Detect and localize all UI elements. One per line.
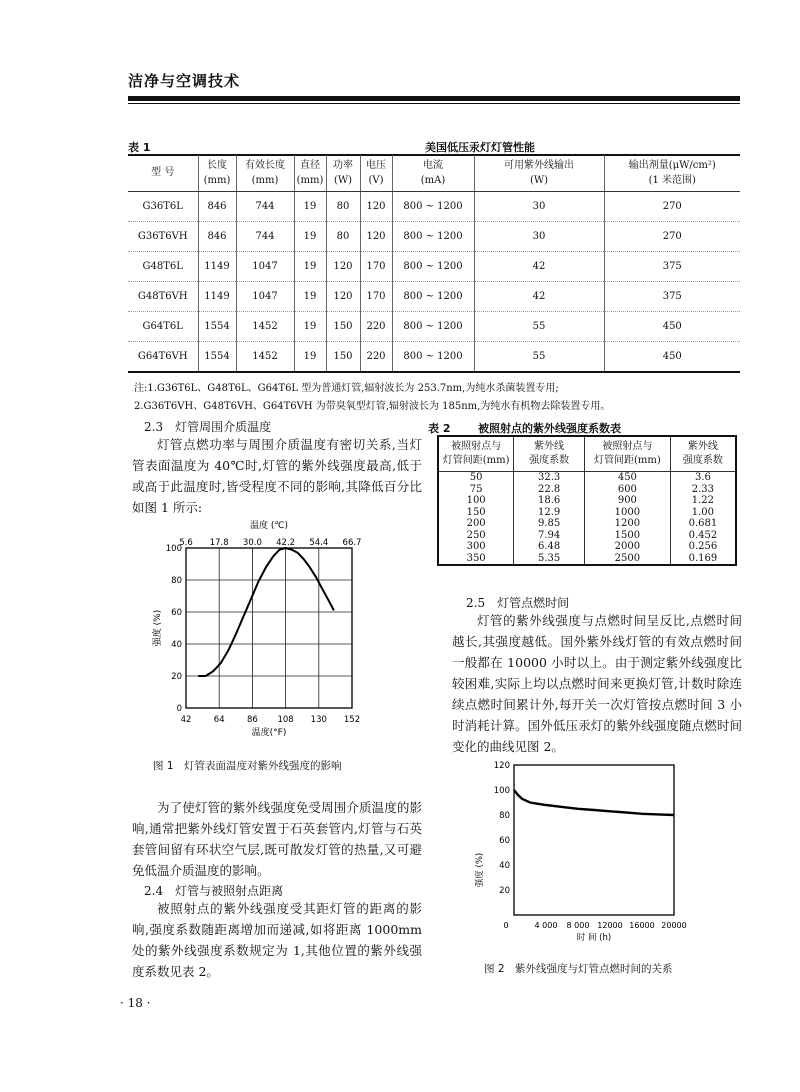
table1-cell: 120 (360, 191, 392, 221)
table1-cell: 19 (294, 191, 326, 221)
table2-cell: 3.6 (670, 472, 736, 484)
table1-cell: 270 (604, 191, 740, 221)
figure1-y-tick-label: 20 (171, 672, 182, 682)
table2-cell: 75 (438, 484, 514, 496)
table2-cell: 5.35 (514, 553, 585, 566)
table-row (438, 472, 736, 484)
figure1-caption: 图 1 灯管表面温度对紫外线强度的影响 (153, 760, 342, 772)
table-row (128, 191, 740, 221)
table-row (438, 530, 736, 542)
table1-cell: 42 (474, 251, 604, 281)
figure2-y-tick-label: 60 (499, 836, 510, 846)
table2-cell: 22.8 (514, 484, 585, 496)
figure1-x-tick-label: 152 (343, 715, 361, 725)
table1-cell: 42 (474, 281, 604, 311)
header-rule-thick (128, 96, 740, 101)
table-row (438, 553, 736, 566)
table2-cell: 18.6 (514, 495, 585, 507)
figure2-plot-frame (514, 765, 674, 915)
table1-header-text: 输出剂量(μW/cm²) (628, 159, 716, 171)
table-row (438, 495, 736, 507)
table1-cell: 120 (326, 281, 360, 311)
table2-cell: 0.452 (670, 530, 736, 542)
table1-cell: 375 (604, 281, 740, 311)
table2-cell: 350 (438, 553, 514, 566)
table1-cell: G36T6VH (128, 221, 198, 251)
table1-cell: 150 (326, 341, 360, 371)
figure2-y-tick-label: 100 (493, 786, 510, 796)
figure2-chart (470, 760, 710, 950)
figure1-y-tick-label: 0 (176, 704, 182, 714)
table2-cell: 100 (438, 495, 514, 507)
table1-header-text: (V) (368, 174, 384, 186)
table1-header-cell (128, 155, 198, 191)
table1-cell: 170 (360, 281, 392, 311)
table1-header-text: (W) (529, 174, 549, 186)
table-row (128, 311, 740, 341)
figure1-top-tick-label: 54.4 (309, 538, 329, 548)
figure1-y-tick-label: 80 (171, 576, 182, 586)
figure2-x-tick-label: 16000 (629, 921, 655, 930)
table1-cell: 30 (474, 221, 604, 251)
table1-cell: 1554 (198, 311, 236, 341)
table1-cell: 1149 (198, 281, 236, 311)
table2-header-cell: 被照射点与 灯管间距(mm) (438, 436, 514, 472)
table1-header-text: (mm) (203, 174, 231, 186)
table1 (128, 155, 740, 371)
table-row (438, 518, 736, 530)
figure1-top-tick-label: 30.0 (242, 538, 262, 548)
figure1-plot-frame (186, 548, 352, 708)
figure1-top-tick-label: 5.6 (179, 538, 193, 548)
table2-cell: 0.681 (670, 518, 736, 530)
table1-header-cell (604, 155, 740, 191)
table1-cell: 55 (474, 311, 604, 341)
table2-cell: 1000 (584, 507, 670, 519)
table1-header-text: (1 米范围) (648, 174, 696, 186)
figure1-x-tick-label: 130 (310, 715, 327, 725)
table1-header-text: 可用紫外线输出 (504, 159, 574, 171)
figure1-x-axis-title: 温度(°F) (251, 728, 287, 738)
table1-cell: 220 (360, 311, 392, 341)
table1-cell: 80 (326, 221, 360, 251)
table-row (438, 541, 736, 553)
table1-cell: 375 (604, 251, 740, 281)
table1-header-text: 电流 (423, 159, 443, 171)
table2-cell: 450 (584, 472, 670, 484)
table-row (128, 341, 740, 371)
table1-cell: 1452 (236, 341, 294, 371)
table1-cell: 800 ~ 1200 (392, 221, 474, 251)
table2-cell: 900 (584, 495, 670, 507)
figure1-x-tick-label: 64 (213, 715, 225, 725)
figure1-top-axis-title: 温度 (℃) (250, 521, 288, 531)
figure2-x-tick-label: 0 (503, 921, 509, 930)
figure1-y-tick-label: 60 (171, 608, 182, 618)
section-2-4-title: 2.4 灯管与被照射点距离 (144, 884, 284, 898)
figure1-y-axis-title: 强度 (%) (153, 609, 163, 647)
table1-header-text: 型 号 (151, 167, 175, 179)
table1-cell: G48T6L (128, 251, 198, 281)
table1-header-text: 直径 (300, 159, 320, 171)
journal-header: 洁净与空调技术 (128, 72, 241, 90)
section-2-5-title: 2.5 灯管点燃时间 (466, 596, 570, 610)
section-2-5-paragraph: 灯管的紫外线强度与点燃时间呈反比,点燃时间越长,其强度越低。国外紫外线灯管的有效点燃时间一般都在 10000 小时以上。由于测定紫外线强度比较困难,实际上均以点燃时间来更换灯管,计数时除连续点燃时间累计外,每开关一次灯管按点燃时间 3 小时消耗计算。国外低压汞灯的紫外线强度随点燃时间变化的曲线见图 2。 (452, 613, 742, 754)
table2-cell: 300 (438, 541, 514, 553)
table1-cell: 55 (474, 341, 604, 371)
figure2-x-axis-title: 时 间 (h) (576, 933, 612, 943)
figure2-y-tick-label: 20 (499, 886, 510, 896)
table1-cell: 800 ~ 1200 (392, 281, 474, 311)
table1-header-cell (474, 155, 604, 191)
table2-cell: 1500 (584, 530, 670, 542)
table1-cell: 1047 (236, 251, 294, 281)
table1-header-text: (mA) (420, 174, 446, 186)
table1-cell: 846 (198, 221, 236, 251)
table1-header-text: (mm) (251, 174, 279, 186)
figure2-y-tick-label: 120 (493, 761, 510, 771)
table1-cell: 19 (294, 251, 326, 281)
table1-header-text: 长度 (207, 159, 227, 171)
figure1-x-tick-label: 42 (180, 715, 192, 725)
table1-note-2: 2.G36T6VH、G48T6VH、G64T6VH 为带臭氧型灯管,辐射波长为 185nm,为纯水有机物去除装置专用。 (134, 401, 611, 412)
table2-label: 表 2 (428, 422, 451, 435)
table2-cell: 1.22 (670, 495, 736, 507)
table2-cell: 0.256 (670, 541, 736, 553)
table2-cell: 6.48 (514, 541, 585, 553)
table1-cell: 744 (236, 191, 294, 221)
table1-note-1: 注:1.G36T6L、G48T6L、G64T6L 型为普通灯管,辐射波长为 253.7nm,为纯水杀菌装置专用; (134, 383, 559, 394)
table1-cell: 800 ~ 1200 (392, 191, 474, 221)
figure2-series-line (514, 790, 674, 815)
table1-bottom-rule (128, 371, 740, 373)
table2-cell: 1200 (584, 518, 670, 530)
table1-header-text: 有效长度 (245, 159, 285, 171)
table1-cell: 170 (360, 251, 392, 281)
table1-cell: 1047 (236, 281, 294, 311)
table1-cell: G64T6VH (137, 350, 188, 362)
table1-cell: G48T6VH (128, 281, 198, 311)
section-2-4-paragraph: 被照射点的紫外线强度受其距灯管的距离的影响,强度系数随距离增加而递减,如将距离 1000mm 处的紫外线强度系数规定为 1,其他位置的紫外线强度系数见表 2。 (132, 901, 422, 979)
figure1-chart (150, 518, 390, 750)
figure2-x-tick-label: 4 000 (534, 921, 558, 930)
table2-cell: 12.9 (514, 507, 585, 519)
figure1-y-tick-label: 100 (165, 544, 182, 554)
table2-header-cell: 被照射点与 灯管间距(mm) (584, 436, 670, 472)
table1-cell: 120 (326, 251, 360, 281)
table2-cell: 2500 (584, 553, 670, 566)
table1-header-cell (360, 155, 392, 191)
table2-cell: 50 (438, 472, 514, 484)
table-row (128, 281, 740, 311)
table1-cell: 270 (604, 221, 740, 251)
table2-cell: 200 (438, 518, 514, 530)
table2-cell: 0.169 (670, 553, 736, 566)
table1-cell: 30 (474, 191, 604, 221)
table1-cell: 1149 (198, 251, 236, 281)
table1-cell: 19 (294, 341, 326, 371)
table2-header-cell: 紫外线 强度系数 (514, 436, 585, 472)
table2-cell: 1.00 (670, 507, 736, 519)
table1-cell: 220 (360, 341, 392, 371)
table1-cell: 19 (294, 281, 326, 311)
table1-cell: 19 (294, 221, 326, 251)
figure1-top-tick-label: 42.2 (276, 538, 296, 548)
table2-cell: 150 (438, 507, 514, 519)
table2-header-cell: 紫外线 强度系数 (670, 436, 736, 472)
table1-header-text: (mm) (296, 174, 324, 186)
table2-cell: 9.85 (514, 518, 585, 530)
section-2-3-title: 2.3 灯管周围介质温度 (144, 420, 272, 434)
table1-cell: 1452 (236, 311, 294, 341)
table1-header-cell (392, 155, 474, 191)
table1-header-text: 功率 (333, 159, 353, 171)
quartz-paragraph: 为了使灯管的紫外线强度免受周围介质温度的影响,通常把紫外线灯管安置于石英套管内,灯管与石英套管间留有环状空气层,既可散发灯管的热量,又可避免低温介质温度的影响。 (132, 800, 422, 878)
table1-cell: 744 (236, 221, 294, 251)
page-number: · 18 · (120, 996, 151, 1010)
table-row (438, 507, 736, 519)
table1-cell: 800 ~ 1200 (392, 251, 474, 281)
figure2-x-tick-label: 8 000 (566, 921, 590, 930)
table1-cell: 800 ~ 1200 (392, 311, 474, 341)
table2-cell: 2.33 (670, 484, 736, 496)
figure1-y-tick-label: 40 (171, 640, 182, 650)
table1-header-cell (294, 155, 326, 191)
table2-cell: 32.3 (514, 472, 585, 484)
table1-header-cell (326, 155, 360, 191)
table1-cell: G64T6L (128, 311, 198, 341)
table2 (437, 435, 737, 566)
header-rule-thin (128, 103, 740, 104)
figure2-x-tick-label: 20000 (661, 921, 687, 930)
table1-cell: 450 (604, 341, 740, 371)
table1-cell: 80 (326, 191, 360, 221)
section-2-3-paragraph: 灯管点燃功率与周围介质温度有密切关系,当灯管表面温度为 40℃时,灯管的紫外线强度最高,低于或高于此温度时,皆受程度不同的影响,其降低百分比如图 1 所示: (132, 437, 422, 515)
table1-header-cell (236, 155, 294, 191)
table2-cell: 250 (438, 530, 514, 542)
table1-title: 美国低压汞灯灯管性能 (425, 141, 535, 154)
figure2-y-tick-label: 80 (499, 811, 510, 821)
figure2-x-tick-label: 12000 (597, 921, 623, 930)
table1-cell: G36T6L (128, 191, 198, 221)
table1-label: 表 1 (128, 141, 151, 154)
table1-cell: 1554 (198, 341, 236, 371)
table1-cell: 19 (294, 311, 326, 341)
figure1-top-tick-label: 17.8 (209, 538, 229, 548)
table1-header-text: (W) (333, 174, 353, 186)
table1-header-cell (198, 155, 236, 191)
table-row (438, 484, 736, 496)
table2-cell: 2000 (584, 541, 670, 553)
table1-cell: 846 (198, 191, 236, 221)
figure2-y-axis-title: 强度 (%) (475, 852, 485, 888)
figure1-x-tick-label: 86 (246, 715, 258, 725)
figure2-caption: 图 2 紫外线强度与灯管点燃时间的关系 (484, 963, 673, 975)
table1-cell: 150 (326, 311, 360, 341)
table1-cell: 800 ~ 1200 (392, 341, 474, 371)
table1-cell: 450 (604, 311, 740, 341)
table1-cell: 120 (360, 221, 392, 251)
figure1-top-tick-label: 66.7 (342, 538, 362, 548)
table2-title: 被照射点的紫外线强度系数表 (478, 422, 621, 435)
table-row (128, 221, 740, 251)
table1-header-text: 电压 (366, 159, 386, 171)
table2-cell: 7.94 (514, 530, 585, 542)
table-row (128, 251, 740, 281)
table2-cell: 600 (584, 484, 670, 496)
figure2-y-tick-label: 40 (499, 861, 510, 871)
figure1-x-tick-label: 108 (277, 715, 294, 725)
